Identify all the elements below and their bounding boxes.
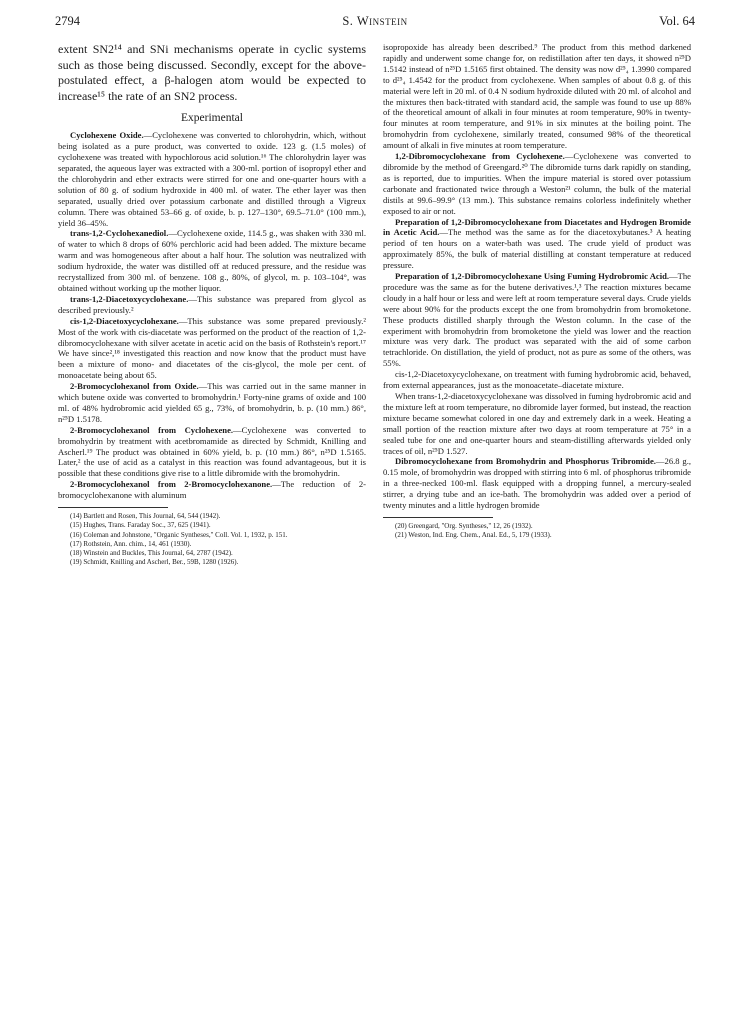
left-column (58, 42, 366, 567)
footnote-divider (383, 517, 493, 518)
paragraph-cis-diacetoxy-hbr: cis-1,2-Diacetoxycyclohexane, on treatment with fuming hydrobromic acid, behaved, from external appearances, just as the monoacetate–diacetate mixture. (383, 369, 691, 391)
right-column (383, 42, 691, 540)
paragraph-heading: trans-1,2-Diacetoxycyclohexane. (70, 293, 189, 304)
paragraph-body: —Cyclohexene was converted to chlorohydrin, which, without being isolated as a pure product, was converted to oxide. 123 g. (1.5 moles) of cyclohexene was treated with hypochlorous acid solution.¹⁶ The chlorohydrin layer was separated, the aqueous layer was extracted with a 300-ml. portion of isopropyl ether and the chlorohydrin and ether extracts were stirred for one and one-quarter hours with a solution of 80 g. of sodium hydroxide in 400 ml. of water. The ether layer was then separated, usually dried over potassium carbonate and distilled through a Vigreux column. There was obtained 53–66 g. of oxide, b. p. 127–130°, 69.5–71.0° (100 mm.), yield 36–45%. (58, 130, 366, 228)
paragraph-dibromo-pbr3 (383, 456, 691, 511)
paragraph-trans-diacetoxy-hbr: When trans-1,2-diacetoxycyclohexane was dissolved in fuming hydrobromic acid and the mixture left at room temperature, no dibromide layer formed, but instead, the reaction mixture became somewhat colored in one day and extremely dark in a week. Heating a small portion of the reaction mixture after two days at room temperature at 75° in a sealed tube for one and one-quarter hours and steam-distilling afterwards yielded only traces of oil, n²⁵D 1.527. (383, 391, 691, 456)
running-head: S. Winstein (342, 14, 408, 28)
paragraph-body: —The procedure was the same as for the butene derivatives.¹,³ The reaction mixtures became cloudy in a half hour or less and were left at room temperature several days. Crude yields were about 90% for the products except the one from bromohydrin from bromoketone. These products distilled sharply through the Weston column. In the case of the experiment with bromohydrin from bromoketone the yield was lower and the reaction mixture was very dark. The product was separated with the aid of some carbon tetrachloride. On distillation, the yield of product, not as pure as some of the others, was 55%. (383, 271, 691, 369)
paragraph-heading: 2-Bromocyclohexanol from 2-Bromocyclohexanone. (70, 479, 273, 490)
paragraph-heading: Dibromocyclohexane from Bromohydrin and Phosphorus Tribromide. (395, 456, 656, 467)
section-title: Experimental (181, 112, 243, 125)
paragraph-body: —Cyclohexene was converted to bromohydrin by treatment with acetbromamide as directed by Schmidt, Knilling and Ascherl.¹⁹ The product was obtained in 60% yield, b. p. (10 mm.) 86°, n²⁵D 1.5165. Later,² the use of acid as a catalyst in this reaction was found advantageous, but it is possible that these conditions give rise to a little dibromide with the bromohydrin. (58, 424, 366, 479)
footnote: (21) Weston, Ind. Eng. Chem., Anal. Ed., 5, 179 (1933). (395, 531, 552, 540)
paragraph-body: —The reduction of 2-bromocyclohexanone with aluminum (58, 479, 366, 501)
footnote: (17) Rothstein, Ann. chim., 14, 461 (1930). (70, 539, 192, 548)
footnote: (18) Winstein and Buckles, This Journal, 64, 2787 (1942). (70, 548, 233, 557)
paragraph-body: —The method was the same as for the diacetoxybutanes.³ A heating period of ten hours on a water-bath was used. The crude yield of product was approximately 85%, the bulk of material distilling at constant temperature at reduced pressure. (383, 227, 691, 271)
paragraph-body: —Cyclohexene was converted to dibromide by the method of Greengard.²⁰ The dibromide turns dark rapidly on standing, as is reported, due to impurities. When the impure material is stored over potassium carbonate and fractionated twice through a Weston²¹ column, the bulk of the material distils at 99.6–99.9° (13 mm.). This substance remains colorless indefinitely whether exposed to air or not. (383, 151, 691, 216)
paragraph-heading: cis-1,2-Diacetoxycyclohexane. (70, 315, 179, 326)
page-header (55, 14, 695, 32)
paragraph-dibromo-fuming-hbr (383, 271, 691, 369)
paragraph-cyclohexene-oxide (58, 130, 366, 228)
paragraph-body: —This substance was prepared from glycol as described previously.² (58, 293, 366, 315)
paragraph-continuation: isopropoxide has already been described.⁹ The product from this method darkened rapidly and underwent some change for, on redistillation after ten days, it showed n²⁵D 1.5142 instead of n²⁵D 1.5165 first obtained. The density was now d²⁵₄ 1.3990 compared to d²⁵₄ 1.4542 for the product from cyclohexene. When samples of about 0.8 g. of this material were left in 20 ml. of 0.4 N sodium hydroxide diluted with 20 ml. of alcohol and the mixtures then back-titrated with standard acid, the sample was found to use up 88% of the theoretical amount of alkali in four minutes at room temperature, 90% in twenty-four minutes at room temperature, and 91% in six minutes at the boiling point. The bromohydrin from cyclohexene, similarly treated, consumed 98% of the theoretical amount of alkali in five minutes at room temperature. (383, 42, 691, 151)
footnote-divider (58, 507, 168, 508)
paragraph-heading: 1,2-Dibromocyclohexane from Cyclohexene. (395, 151, 565, 162)
paragraph-cis-diacetoxy (58, 316, 366, 381)
footnote: (14) Bartlett and Rosen, This Journal, 64, 544 (1942). (70, 512, 221, 521)
paragraph-trans-diacetoxy (58, 294, 366, 316)
volume-label: Vol. 64 (659, 14, 695, 28)
paragraph-body: —This was carried out in the same manner in which butene oxide was converted to bromohydrin.¹ Forty-nine grams of oxide and 100 ml. of 48% hydrobromic acid yielded 65 g., 73%, of bromohydrin, b. p. (10 mm.) 86°, n²⁵D 1.5178. (58, 381, 366, 424)
paragraph-bromo-from-oxide (58, 381, 366, 425)
page-number: 2794 (55, 14, 80, 28)
footnote: (16) Coleman and Johnstone, "Organic Syntheses," Coll. Vol. 1, 1932, p. 151. (70, 530, 288, 539)
footnote: (20) Greengard, "Org. Syntheses," 12, 26 (1932). (395, 521, 533, 530)
paragraph-body: —Cyclohexene oxide, 114.5 g., was shaken with 330 ml. of water to which 8 drops of 60% perchloric acid had been added. The mixture became warm and was homogeneous after about a half hour. The solution was neutralized with sodium hydroxide, the water was distilled off at reduced pressure, and the residue was recrystallized from 300 ml. of benzene. 108 g., 80%, of glycol, m. p. 103–104°, was obtained without working up the mother liquor. (58, 228, 366, 293)
paragraph-dibromo-from-diacetates (383, 217, 691, 272)
paragraph-heading: 2-Bromocyclohexanol from Oxide. (70, 381, 199, 392)
paragraph-heading: Preparation of 1,2-Dibromocyclohexane from Diacetates and Hydrogen Bromide in Acetic Acid. (383, 216, 691, 238)
paragraph-heading: trans-1,2-Cyclohexanediol. (70, 228, 169, 239)
footnote: (15) Hughes, Trans. Faraday Soc., 37, 625 (1941). (70, 521, 211, 530)
intro-paragraph: extent SN2¹⁴ and SNi mechanisms operate in cyclic systems such as those being discussed. Secondly, except for the above-postulated effect, a β-halogen atom would be expected to increase¹⁵ the rate of an SN2 process. (58, 42, 366, 103)
paragraph-heading: Cyclohexene Oxide. (70, 130, 144, 141)
paragraph-dibromo-from-cyclohexene (383, 151, 691, 216)
paragraph-heading: 2-Bromocyclohexanol from Cyclohexene. (70, 424, 234, 435)
paragraph-body: —This substance was some prepared previously.² Most of the work with cis-diacetate was performed on the product of the reaction of 1,2-dibromocyclohexane with silver acetate in acetic acid on the basis of Rothstein's report.¹⁷ We have since²,¹⁸ investigated this reaction and now know that the product must have been a mixture of mono- and diacetates of the cis-glycol, the mole per cent. of monoacetate being about 65. (58, 315, 366, 381)
paragraph-bromo-from-cyclohexene (58, 425, 366, 480)
paragraph-heading: Preparation of 1,2-Dibromocyclohexane Using Fuming Hydrobromic Acid. (395, 271, 670, 282)
paragraph-bromo-from-ketone (58, 479, 366, 501)
paragraph-body: —26.8 g., 0.15 mole, of bromohydrin was dropped with stirring into 6 ml. of phosphorus tribromide in a three-necked 100-ml. flask equipped with a dropping funnel, a mercury-sealed stirrer, a drying tube and an ice-bath. The bromohydrin was added over a period of twenty minutes and a little hydrogen bromide (383, 456, 692, 511)
paragraph-trans-diol (58, 228, 366, 293)
footnote: (19) Schmidt, Knilling and Ascherl, Ber., 59B, 1280 (1926). (70, 558, 239, 567)
